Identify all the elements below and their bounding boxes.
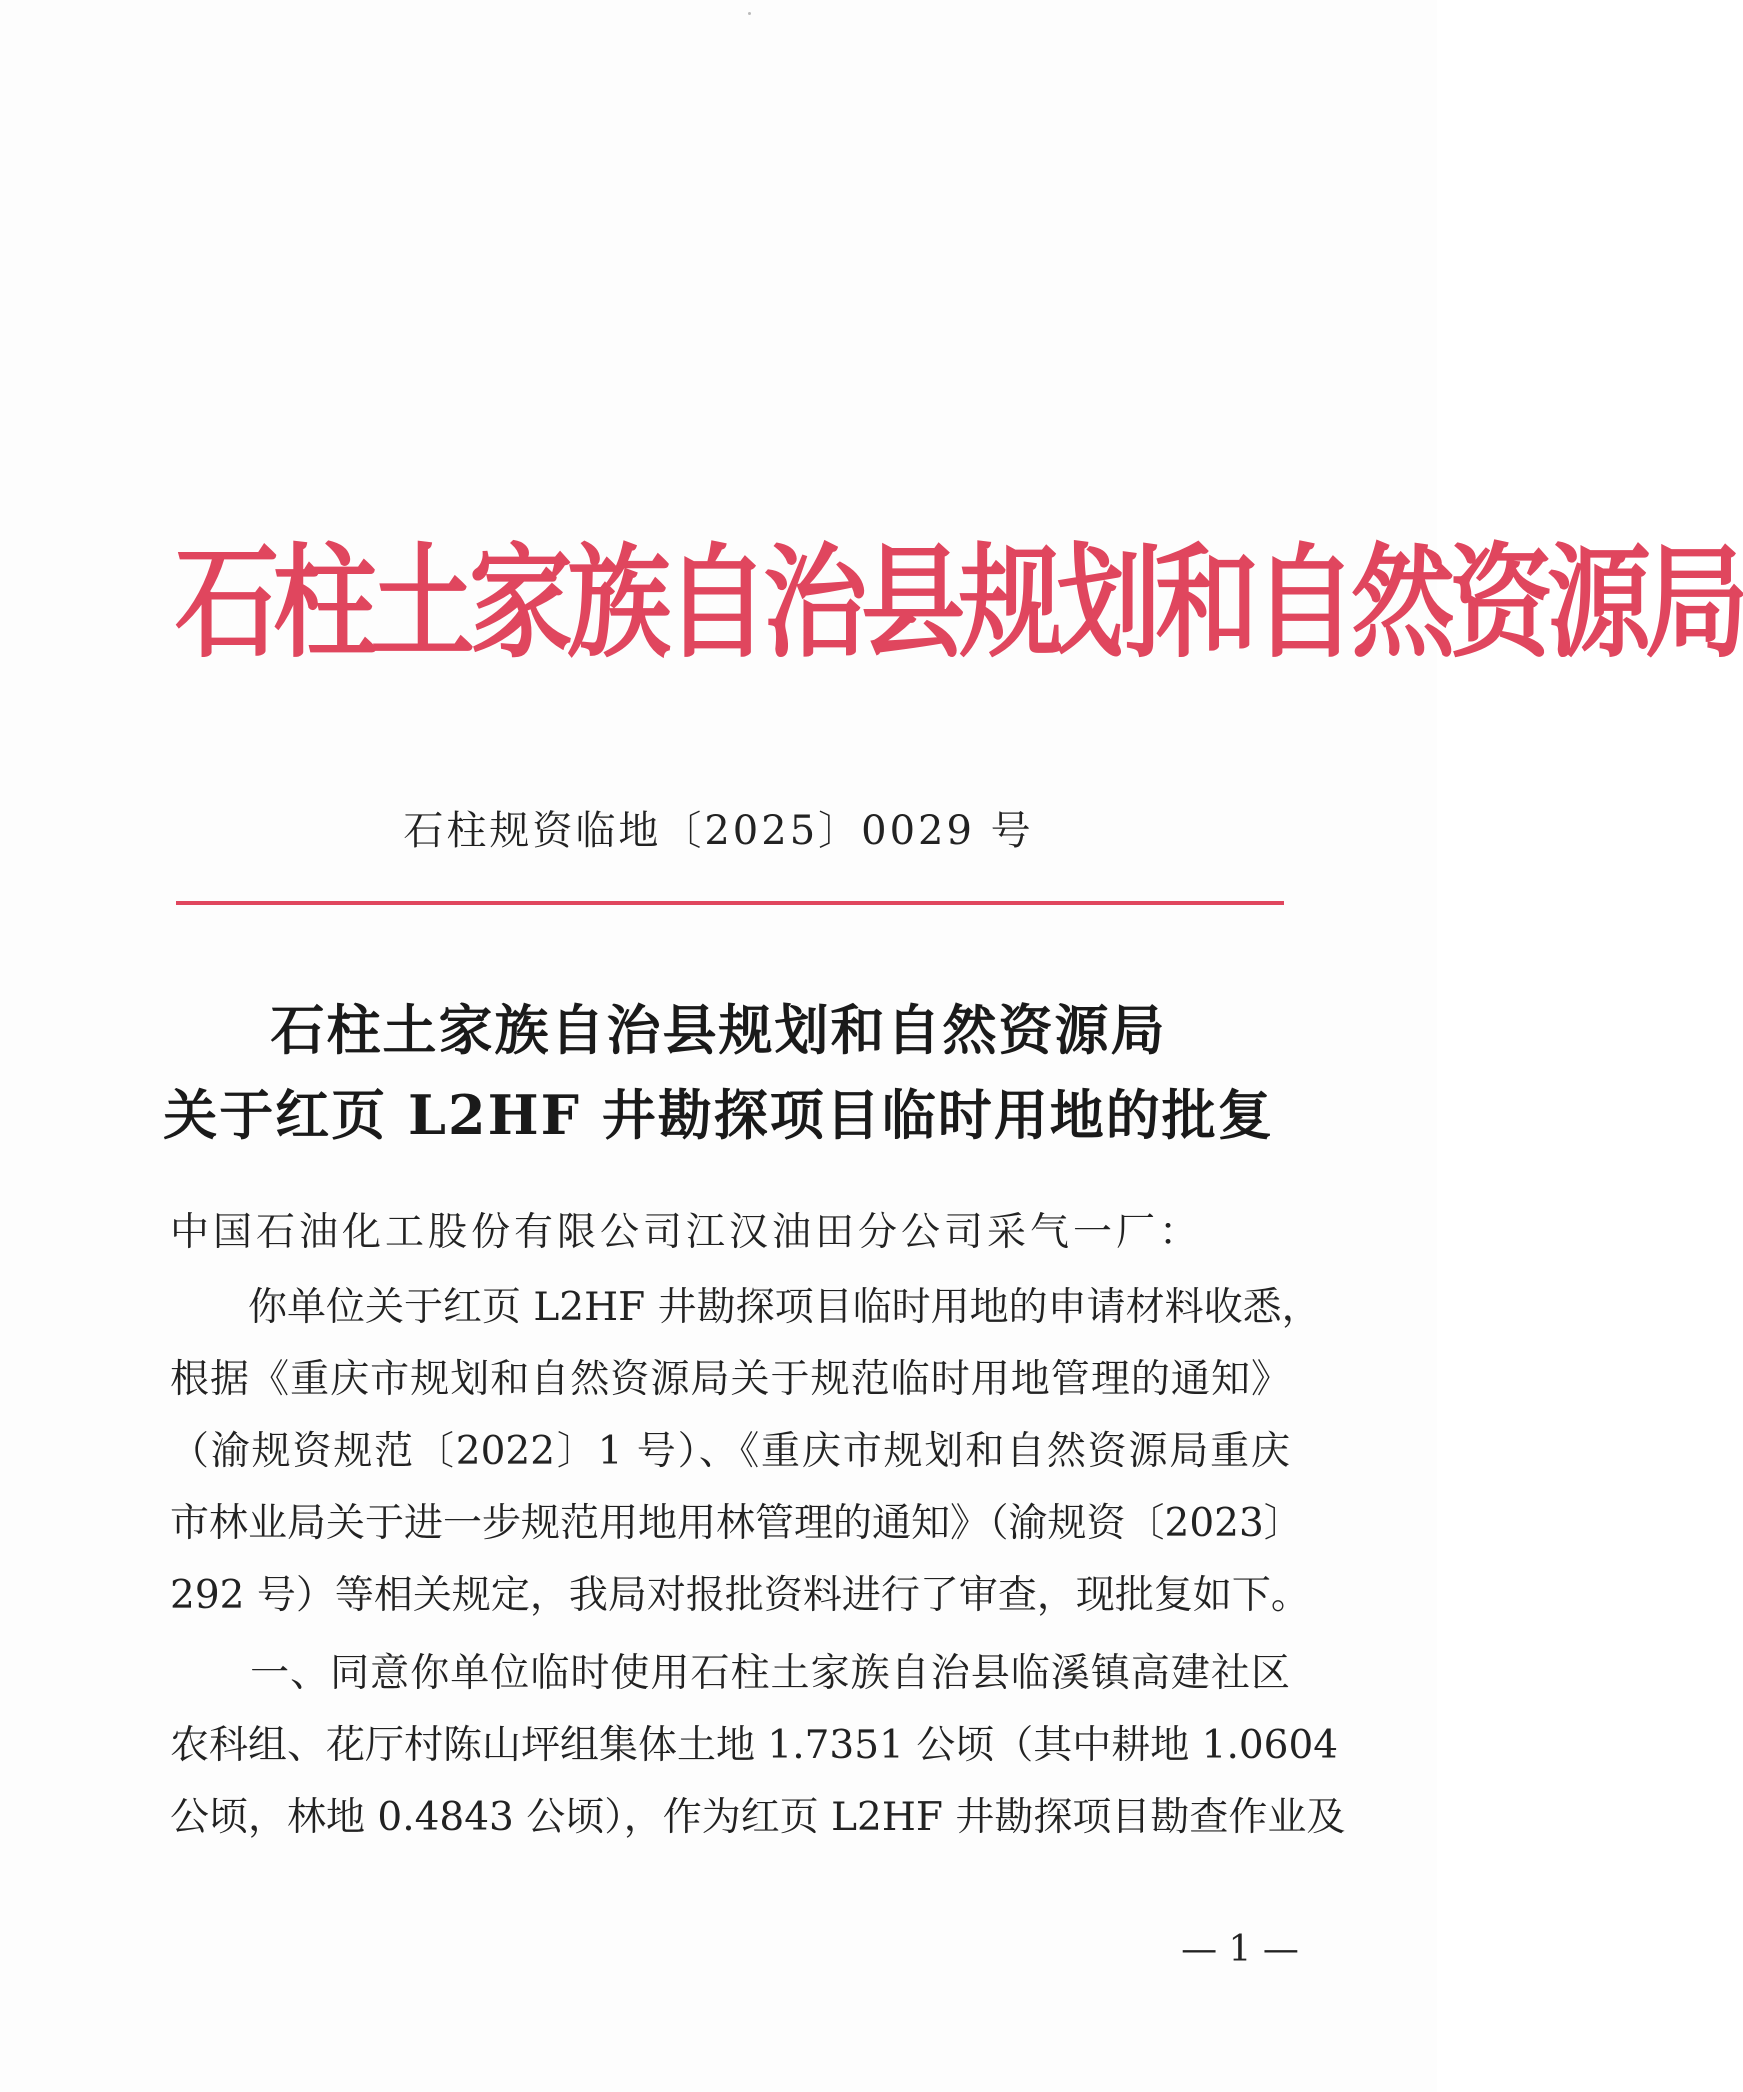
document-title-line-2: 关于红页 L2HF 井勘探项目临时用地的批复 [163,1083,1274,1147]
body-line: （渝规资规范〔2022〕1 号）、《重庆市规划和自然资源局重庆 [170,1429,1290,1474]
body-line: 一、同意你单位临时使用石柱土家族自治县临溪镇高建社区 [170,1651,1290,1696]
body-line: 农科组、花厅村陈山坪组集体土地 1.7351 公顷（其中耕地 1.0604 [170,1723,1339,1768]
body-line: 公顷，林地 0.4843 公顷），作为红页 L2HF 井勘探项目勘查作业及 [170,1795,1346,1840]
body-line: 市林业局关于进一步规范用地用林管理的通知》（渝规资〔2023〕 [170,1501,1303,1546]
document-title-line-1: 石柱土家族自治县规划和自然资源局 [270,998,1167,1062]
body-line: 292 号）等相关规定，我局对报批资料进行了审查，现批复如下。 [170,1573,1310,1618]
body-line: 根据《重庆市规划和自然资源局关于规范临时用地管理的通知》 [170,1357,1290,1402]
page-number: — 1 — [1181,1929,1299,1970]
body-line: 你单位关于红页 L2HF 井勘探项目临时用地的申请材料收悉， [170,1285,1321,1330]
agency-masthead: 石柱土家族自治县规划和自然资源局 [175,531,1743,675]
document-number: 石柱规资临地〔2025〕0029 号 [403,808,1034,854]
scan-speck [748,12,751,15]
red-divider-line [176,901,1284,905]
addressee: 中国石油化工股份有限公司江汉油田分公司采气一厂： [170,1210,1203,1255]
